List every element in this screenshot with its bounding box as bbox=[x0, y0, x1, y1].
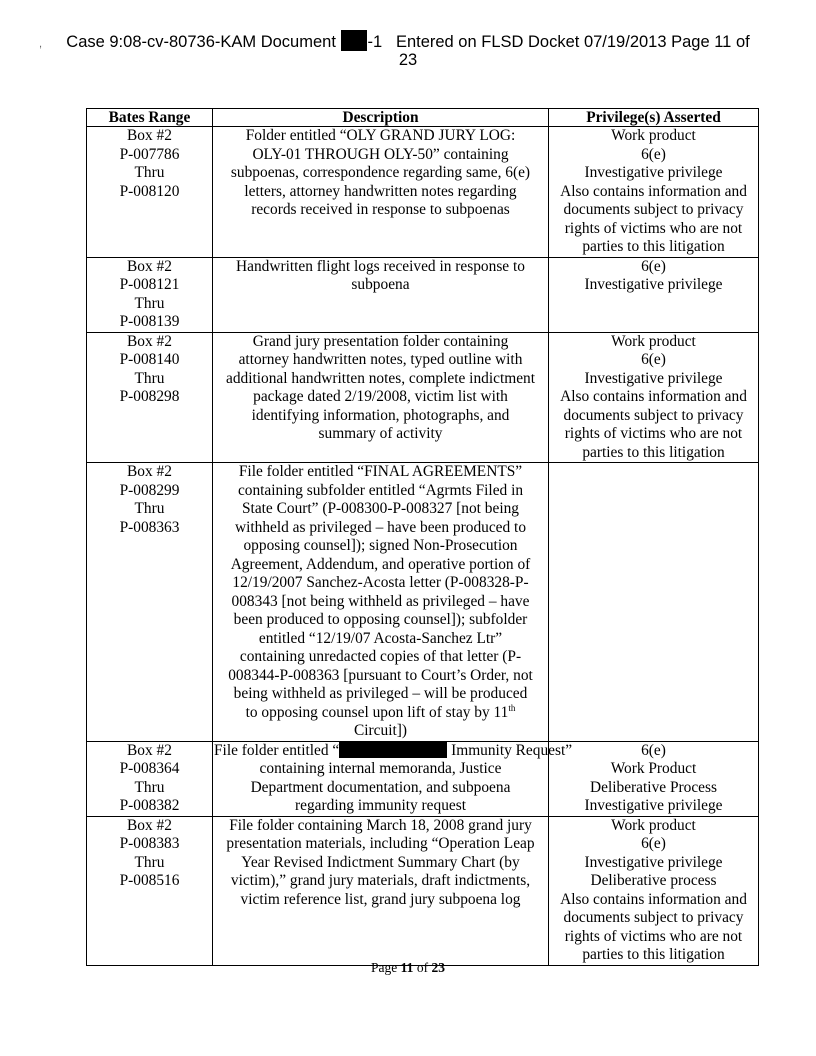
ordinal-suffix: th bbox=[508, 702, 516, 713]
privilege-line: Also contains information and bbox=[560, 890, 747, 908]
table-row bbox=[87, 741, 759, 816]
privilege-line: parties to this litigation bbox=[582, 238, 725, 255]
description-line: File folder containing March 18, 2008 grand jury bbox=[229, 816, 532, 834]
privilege-line: Work product bbox=[611, 332, 696, 350]
privilege-line: Work product bbox=[611, 816, 696, 834]
description-line: victim reference list, grand jury subpoena log bbox=[240, 890, 521, 908]
bates-line: Thru bbox=[134, 500, 165, 517]
description-line: being withheld as privileged – will be produced bbox=[233, 685, 528, 702]
bates-range-cell bbox=[87, 127, 213, 258]
description-line: package dated 2/19/2008, victim list with bbox=[253, 388, 508, 405]
privilege-line: Investigative privilege bbox=[584, 164, 723, 181]
table-row bbox=[87, 127, 759, 258]
privileges-cell bbox=[549, 332, 759, 463]
docket-header-line1 bbox=[0, 30, 816, 51]
bates-line: P-008140 bbox=[119, 351, 180, 368]
bates-line: Box #2 bbox=[127, 332, 172, 350]
description-first-pre: File folder entitled “ bbox=[214, 741, 340, 759]
privilege-line: documents subject to privacy bbox=[563, 201, 744, 218]
document-suffix: -1 bbox=[367, 33, 383, 51]
bates-line: Thru bbox=[134, 369, 165, 387]
bates-line: P-008382 bbox=[119, 797, 180, 814]
description-cell bbox=[213, 816, 549, 965]
description-line: identifying information, photographs, and bbox=[251, 406, 510, 424]
privilege-log-table bbox=[86, 108, 759, 966]
privilege-line: 6(e) bbox=[641, 145, 666, 163]
privilege-line: Work product bbox=[611, 127, 696, 144]
bates-line: Thru bbox=[134, 294, 165, 312]
case-number: Case 9:08-cv-80736-KAM Document bbox=[66, 33, 336, 51]
description-line: records received in response to subpoenas bbox=[251, 201, 510, 218]
bates-line: Thru bbox=[134, 164, 165, 181]
privilege-line: rights of victims who are not bbox=[564, 219, 743, 237]
bates-line: P-008139 bbox=[119, 313, 180, 330]
privileges-cell bbox=[549, 127, 759, 258]
description-line: Handwritten flight logs received in response to bbox=[236, 257, 525, 275]
privilege-line: Investigative privilege bbox=[584, 853, 723, 871]
bates-line: Box #2 bbox=[127, 816, 172, 834]
privilege-line: documents subject to privacy bbox=[563, 406, 744, 424]
bates-line: Thru bbox=[134, 778, 165, 796]
privileges-cell-empty bbox=[549, 463, 759, 742]
description-line: containing unredacted copies of that letter (P- bbox=[239, 648, 522, 665]
privileges-cell bbox=[549, 741, 759, 816]
bates-range-cell bbox=[87, 257, 213, 332]
header-page-total: 23 bbox=[398, 51, 418, 69]
description-line: opposing counsel]); signed Non-Prosecution bbox=[243, 537, 518, 554]
description-line: Circuit]) bbox=[354, 722, 407, 739]
redaction-block bbox=[341, 30, 367, 51]
description-line: subpoenas, correspondence regarding same, 6(e) bbox=[230, 164, 531, 181]
description-line bbox=[214, 704, 547, 723]
privilege-line: 6(e) bbox=[641, 351, 666, 368]
description-line: additional handwritten notes, complete indictment bbox=[225, 369, 535, 387]
bates-line: Box #2 bbox=[127, 127, 172, 144]
privilege-line: documents subject to privacy bbox=[563, 909, 744, 926]
bates-line: P-008299 bbox=[119, 481, 180, 499]
bates-range-cell bbox=[87, 332, 213, 463]
privilege-line: 6(e) bbox=[641, 257, 666, 275]
footer-page-total: 23 bbox=[431, 960, 445, 975]
description-line: 12/19/2007 Sanchez-Acosta letter (P-008328-P- bbox=[232, 574, 529, 591]
description-line: 008344-P-008363 [pursuant to Court’s Order, not bbox=[228, 666, 533, 684]
bates-line: Box #2 bbox=[127, 463, 172, 480]
bates-line: Box #2 bbox=[127, 741, 172, 759]
table-row bbox=[87, 463, 759, 742]
bates-range-cell bbox=[87, 816, 213, 965]
table-row bbox=[87, 257, 759, 332]
privilege-line: Investigative privilege bbox=[584, 797, 723, 814]
description-cell bbox=[213, 127, 549, 258]
description-line: containing internal memoranda, Justice bbox=[259, 760, 502, 777]
bates-line: P-008120 bbox=[119, 182, 180, 200]
description-line: entitled “12/19/07 Acosta-Sanchez Ltr” bbox=[258, 629, 503, 647]
description-line: containing subfolder entitled “Agrmts Filed in bbox=[237, 481, 524, 499]
privileges-cell bbox=[549, 257, 759, 332]
description-cell bbox=[213, 257, 549, 332]
column-header-privileges: Privilege(s) Asserted bbox=[549, 109, 759, 127]
bates-range-cell bbox=[87, 463, 213, 742]
bates-line: Thru bbox=[134, 853, 165, 871]
table-body bbox=[87, 127, 759, 966]
privilege-line: Deliberative Process bbox=[590, 778, 717, 796]
privilege-line: parties to this litigation bbox=[582, 946, 725, 963]
privilege-line: Also contains information and bbox=[560, 182, 747, 200]
description-line: OLY-01 THROUGH OLY-50” containing bbox=[252, 145, 509, 163]
description-line: letters, attorney handwritten notes regarding bbox=[244, 182, 517, 200]
description-line: State Court” (P-008300-P-008327 [not being bbox=[241, 500, 519, 517]
description-first-post: Immunity Request” bbox=[451, 741, 573, 759]
privilege-line: rights of victims who are not bbox=[564, 425, 743, 442]
page-footer bbox=[0, 960, 816, 976]
privileges-cell bbox=[549, 816, 759, 965]
description-line: subpoena bbox=[351, 276, 410, 293]
docket-header bbox=[0, 30, 816, 69]
description-cell bbox=[213, 741, 573, 816]
bates-line: Box #2 bbox=[127, 257, 172, 275]
description-line: victim),” grand jury materials, draft indictments, bbox=[230, 872, 531, 889]
inline-redaction-block bbox=[339, 742, 447, 758]
table-row bbox=[87, 332, 759, 463]
description-tail: to opposing counsel upon lift of stay by 11 bbox=[245, 703, 509, 721]
privilege-line: Investigative privilege bbox=[584, 276, 723, 293]
description-line: Folder entitled “OLY GRAND JURY LOG: bbox=[245, 127, 516, 144]
bates-line: P-007786 bbox=[119, 145, 180, 163]
description-line: File folder entitled “FINAL AGREEMENTS” bbox=[238, 463, 523, 480]
privilege-line: Deliberative process bbox=[590, 872, 717, 889]
table-header-row bbox=[87, 109, 759, 127]
description-line: Department documentation, and subpoena bbox=[250, 778, 511, 796]
description-line: regarding immunity request bbox=[295, 797, 466, 814]
description-line: presentation materials, including “Operation Leap bbox=[226, 835, 535, 852]
privilege-line: parties to this litigation bbox=[582, 443, 725, 461]
privilege-line: 6(e) bbox=[641, 741, 666, 759]
description-line: Grand jury presentation folder containing bbox=[252, 332, 509, 350]
column-header-description: Description bbox=[213, 109, 549, 127]
privilege-line: 6(e) bbox=[641, 835, 666, 852]
privilege-line: Investigative privilege bbox=[584, 369, 723, 387]
privilege-line: Also contains information and bbox=[560, 388, 747, 405]
description-line: 008343 [not being withheld as privileged – have bbox=[231, 592, 530, 610]
bates-line: P-008363 bbox=[119, 518, 180, 536]
description-cell bbox=[213, 463, 549, 742]
bates-line: P-008516 bbox=[119, 872, 180, 889]
footer-page-word: Page bbox=[371, 960, 398, 975]
description-cell bbox=[213, 332, 549, 463]
privilege-line: Work Product bbox=[610, 760, 697, 777]
description-line: withheld as privileged – have been produced to bbox=[234, 518, 527, 536]
bates-line: P-008383 bbox=[119, 835, 180, 852]
entered-text: Entered on FLSD Docket 07/19/2013 Page 11 of bbox=[395, 33, 750, 51]
column-header-bates-range: Bates Range bbox=[87, 109, 213, 127]
description-line: summary of activity bbox=[318, 425, 443, 442]
bates-range-cell bbox=[87, 741, 213, 816]
description-line: Year Revised Indictment Summary Chart (by bbox=[241, 853, 520, 871]
description-line: been produced to opposing counsel]); subfolder bbox=[233, 611, 528, 628]
stray-mark: , bbox=[39, 38, 43, 50]
bates-line: P-008121 bbox=[119, 276, 180, 293]
description-line bbox=[214, 741, 573, 761]
footer-of-word: of bbox=[416, 960, 429, 975]
description-line: Agreement, Addendum, and operative portion of bbox=[230, 555, 531, 573]
footer-page-number: 11 bbox=[400, 960, 414, 975]
table-row bbox=[87, 816, 759, 965]
bates-line: P-008364 bbox=[119, 760, 180, 777]
bates-line: P-008298 bbox=[119, 388, 180, 405]
description-line: attorney handwritten notes, typed outline with bbox=[238, 351, 523, 368]
privilege-line: rights of victims who are not bbox=[564, 927, 743, 945]
